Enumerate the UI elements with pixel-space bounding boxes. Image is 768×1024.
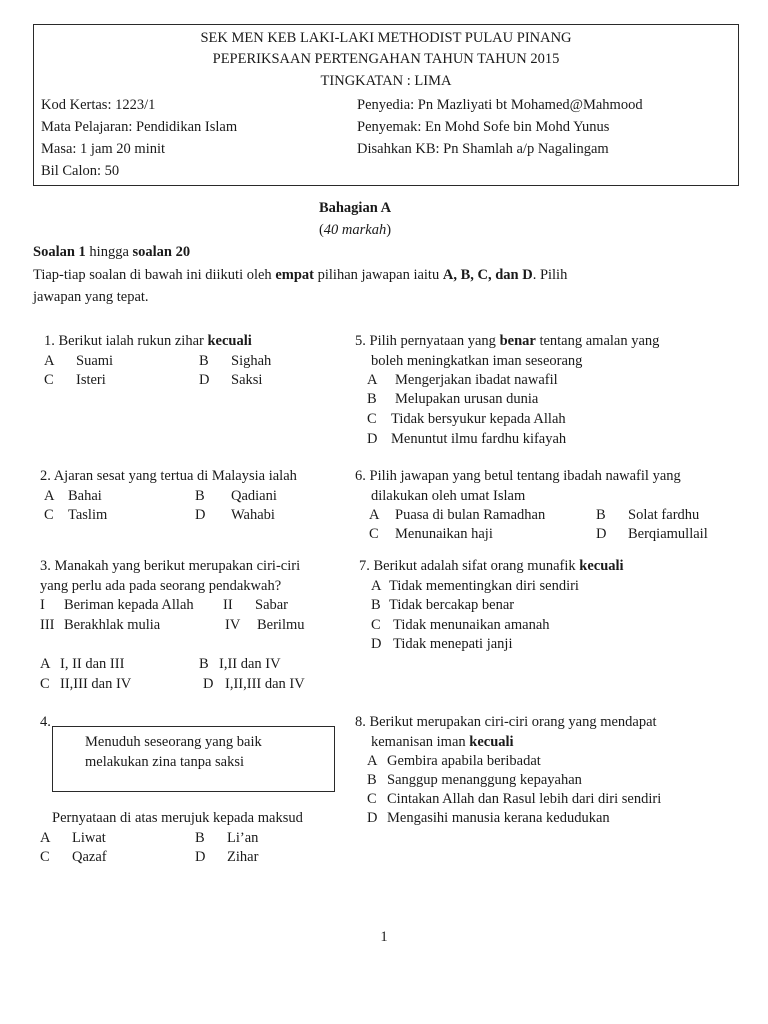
q4-stem: Pernyataan di atas merujuk kepada maksud: [52, 810, 303, 826]
q8-stem-line-1: 8. Berikut merupakan ciri-ciri orang yang mendapat: [355, 714, 657, 730]
q3-item-2-num: II: [223, 597, 233, 613]
q8-option-c: Cintakan Allah dan Rasul lebih dari diri sendiri: [387, 791, 662, 807]
q7-stem: 7. Berikut adalah sifat orang munafik kecuali: [359, 558, 624, 574]
question-range: Soalan 1 hingga soalan 20: [33, 244, 191, 260]
q3-item-2: Sabar: [255, 597, 289, 613]
q3-item-1-num: I: [40, 597, 45, 613]
q5-option-d: Menuntut ilmu fardhu kifayah: [391, 431, 567, 447]
q7-option-d: Tidak menepati janji: [393, 636, 513, 652]
q3-option-d: I,II,III dan IV: [225, 676, 305, 692]
q2-stem: 2. Ajaran sesat yang tertua di Malaysia ialah: [40, 468, 297, 484]
q5-option-d-letter: D: [367, 431, 378, 447]
q3-option-b-letter: B: [199, 656, 209, 672]
grade-level: TINGKATAN : LIMA: [320, 73, 452, 89]
q3-option-d-letter: D: [203, 676, 214, 692]
q3-item-3-num: III: [40, 617, 55, 633]
q1-option-a-letter: A: [44, 353, 55, 369]
q7-option-c: Tidak menunaikan amanah: [393, 617, 550, 633]
q6-option-d: Berqiamullail: [628, 526, 708, 542]
reviewer: Penyemak: En Mohd Sofe bin Mohd Yunus: [357, 119, 610, 135]
q1-option-b-letter: B: [199, 353, 209, 369]
q3-item-4-num: IV: [225, 617, 241, 633]
q1-option-b: Sighah: [231, 353, 272, 369]
q2-option-c: Taslim: [68, 507, 108, 523]
q6-option-b-letter: B: [596, 507, 606, 523]
q2-option-a: Bahai: [68, 488, 102, 504]
q3-stem-line-2: yang perlu ada pada seorang pendakwah?: [40, 578, 282, 594]
q4-option-d: Zihar: [227, 849, 259, 865]
q4-option-a: Liwat: [72, 830, 106, 846]
exam-title: PEPERIKSAAN PERTENGAHAN TAHUN TAHUN 2015: [212, 51, 560, 67]
q3-option-b: I,II dan IV: [219, 656, 281, 672]
q1-stem: 1. Berikut ialah rukun zihar kecuali: [44, 333, 252, 349]
q4-option-d-letter: D: [195, 849, 206, 865]
q3-option-a-letter: A: [40, 656, 51, 672]
q2-option-c-letter: C: [44, 507, 54, 523]
q3-option-c: II,III dan IV: [60, 676, 132, 692]
q4-statement-box: [52, 726, 335, 792]
instruction-line-1: Tiap-tiap soalan di bawah ini diikuti oleh empat pilihan jawapan iaitu A, B, C, dan D. Pilih: [33, 267, 568, 283]
q8-option-c-letter: C: [367, 791, 377, 807]
q4-option-a-letter: A: [40, 830, 51, 846]
preparer: Penyedia: Pn Mazliyati bt Mohamed@Mahmood: [357, 97, 643, 113]
q5-option-c: Tidak bersyukur kepada Allah: [391, 411, 566, 427]
q3-item-4: Berilmu: [257, 617, 305, 633]
q8-option-d: Mengasihi manusia kerana kedudukan: [387, 810, 610, 826]
q6-option-a: Puasa di bulan Ramadhan: [395, 507, 546, 523]
q8-option-b-letter: B: [367, 772, 377, 788]
q3-item-1: Beriman kepada Allah: [64, 597, 194, 613]
duration: Masa: 1 jam 20 minit: [41, 141, 166, 157]
q5-option-b: Melupakan urusan dunia: [395, 391, 539, 407]
q8-option-a: Gembira apabila beribadat: [387, 753, 541, 769]
q3-item-3: Berakhlak mulia: [64, 617, 161, 633]
paper-code: Kod Kertas: 1223/1: [41, 97, 156, 113]
q7-option-a-letter: A: [371, 578, 382, 594]
q5-option-a-letter: A: [367, 372, 378, 388]
q2-option-a-letter: A: [44, 488, 55, 504]
q3-stem-line-1: 3. Manakah yang berikut merupakan ciri-ciri: [40, 558, 301, 574]
q7-option-b: Tidak bercakap benar: [389, 597, 515, 613]
q8-option-d-letter: D: [367, 810, 378, 826]
q6-stem-line-1: 6. Pilih jawapan yang betul tentang ibadah nawafil yang: [355, 468, 681, 484]
q1-option-a: Suami: [76, 353, 114, 369]
q2-option-b: Qadiani: [231, 488, 277, 504]
q4-option-b-letter: B: [195, 830, 205, 846]
q5-option-c-letter: C: [367, 411, 377, 427]
q3-option-a: I, II dan III: [60, 656, 125, 672]
q7-option-c-letter: C: [371, 617, 381, 633]
q4-option-c: Qazaf: [72, 849, 107, 865]
q6-option-c-letter: C: [369, 526, 379, 542]
q2-option-d-letter: D: [195, 507, 206, 523]
q8-option-b: Sanggup menanggung kepayahan: [387, 772, 582, 788]
q6-option-c: Menunaikan haji: [395, 526, 493, 542]
q6-option-b: Solat fardhu: [628, 507, 700, 523]
q4-option-c-letter: C: [40, 849, 50, 865]
header-box: [33, 24, 739, 186]
q3-option-c-letter: C: [40, 676, 50, 692]
instruction-line-2: jawapan yang tepat.: [33, 289, 149, 305]
q7-option-d-letter: D: [371, 636, 382, 652]
q5-stem-line-2: boleh meningkatkan iman seseorang: [371, 353, 583, 369]
subject: Mata Pelajaran: Pendidikan Islam: [41, 119, 238, 135]
q7-option-b-letter: B: [371, 597, 381, 613]
q8-option-a-letter: A: [367, 753, 378, 769]
q6-option-d-letter: D: [596, 526, 607, 542]
q8-stem-line-2: kemanisan iman kecuali: [371, 734, 514, 750]
q2-option-d: Wahabi: [231, 507, 275, 523]
q4-box-line-1: Menuduh seseorang yang baik: [85, 734, 262, 750]
q1-option-d: Saksi: [231, 372, 263, 388]
q6-stem-line-2: dilakukan oleh umat Islam: [371, 488, 526, 504]
section-title: Bahagian A: [318, 200, 392, 216]
section-marks: (40 markah): [318, 222, 392, 238]
q1-option-c: Isteri: [76, 372, 106, 388]
q4-option-b: Li’an: [227, 830, 259, 846]
q1-option-d-letter: D: [199, 372, 210, 388]
q5-option-b-letter: B: [367, 391, 377, 407]
q4-box-line-2: melakukan zina tanpa saksi: [85, 754, 245, 770]
q6-option-a-letter: A: [369, 507, 380, 523]
q5-option-a: Mengerjakan ibadat nawafil: [395, 372, 558, 388]
q1-option-c-letter: C: [44, 372, 54, 388]
page-number: 1: [380, 929, 388, 945]
approver: Disahkan KB: Pn Shamlah a/p Nagalingam: [357, 141, 609, 157]
q2-option-b-letter: B: [195, 488, 205, 504]
school-name: SEK MEN KEB LAKI-LAKI METHODIST PULAU PINANG: [200, 30, 572, 46]
q7-option-a: Tidak mementingkan diri sendiri: [389, 578, 579, 594]
q5-stem-line-1: 5. Pilih pernyataan yang benar tentang amalan yang: [355, 333, 660, 349]
q4-number: 4.: [40, 714, 51, 730]
candidate-count: Bil Calon: 50: [41, 163, 120, 179]
